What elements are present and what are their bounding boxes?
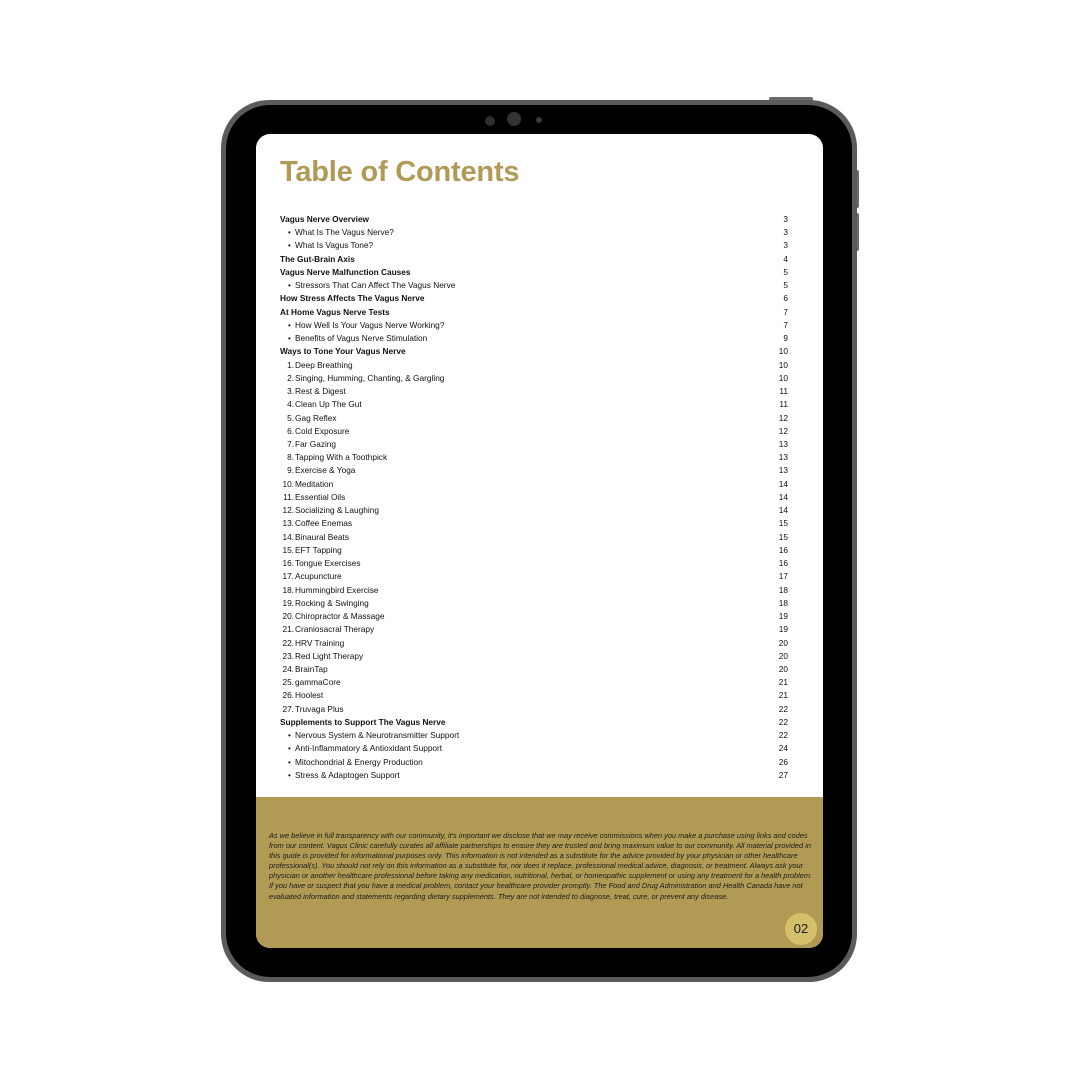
toc-subsection-title: Stress & Adaptogen Support: [295, 769, 400, 780]
toc-subsection-title: Rocking & Swinging: [295, 597, 369, 608]
toc-page-number: 19: [778, 611, 788, 622]
toc-entry[interactable]: [280, 253, 788, 266]
toc-entry-number: 20.: [282, 611, 294, 622]
toc-entry-number: 15.: [282, 544, 294, 555]
toc-page-number: 10: [778, 359, 788, 370]
toc-page-number: 16: [778, 558, 788, 569]
toc-subsection-title: gammaCore: [295, 677, 341, 688]
toc-entry[interactable]: [280, 742, 788, 755]
toc-entry[interactable]: [280, 385, 788, 398]
toc-page-number: 3: [783, 214, 788, 224]
toc-page-number: 22: [778, 730, 788, 741]
toc-page-number: 17: [778, 571, 788, 582]
toc-subsection-title: Hummingbird Exercise: [295, 584, 379, 595]
toc-page-number: 5: [783, 266, 788, 277]
camera-sensor-icon: [485, 116, 495, 126]
toc-entry[interactable]: [280, 292, 788, 305]
toc-subsection-title: Tongue Exercises: [295, 558, 361, 569]
toc-page-number: 22: [778, 703, 788, 714]
toc-page-number: 13: [778, 452, 788, 463]
toc-page-number: 14: [778, 505, 788, 516]
toc-subsection-title: Nervous System & Neurotransmitter Support: [295, 730, 460, 741]
toc-page-number: 9: [783, 333, 788, 344]
toc-entry-number: 11.: [283, 491, 294, 502]
toc-subsection-title: What Is The Vagus Nerve?: [295, 227, 394, 238]
toc-entry[interactable]: [280, 398, 788, 411]
bullet-icon: •: [288, 320, 291, 330]
toc-subsection-title: Mitochondrial & Energy Production: [295, 756, 423, 767]
bullet-icon: •: [288, 770, 291, 780]
toc-subsection-title: Cold Exposure: [295, 425, 350, 436]
toc-subsection-title: Clean Up The Gut: [295, 399, 362, 410]
camera-light-icon: [536, 117, 542, 123]
toc-entry-number: 6.: [287, 425, 294, 436]
toc-entry-number: 7.: [287, 438, 294, 449]
toc-entry[interactable]: [280, 239, 788, 252]
toc-entry-number: 12.: [282, 505, 294, 516]
toc-page-number: 12: [778, 412, 788, 423]
toc-page-number: 14: [778, 478, 788, 489]
toc-entry-number: 8.: [287, 452, 294, 463]
front-camera-icon: [507, 112, 521, 126]
toc-entry[interactable]: [280, 345, 788, 358]
toc-section-title: Supplements to Support The Vagus Nerve: [280, 716, 446, 727]
toc-entry-number: 27.: [282, 703, 294, 714]
toc-page-number: 19: [778, 624, 788, 635]
toc-entry[interactable]: [280, 425, 788, 438]
toc-page-number: 21: [778, 690, 788, 701]
toc-entry[interactable]: [280, 716, 788, 729]
toc-entry[interactable]: [280, 610, 788, 623]
toc-page-number: 14: [778, 491, 788, 502]
toc-entry[interactable]: [280, 306, 788, 319]
toc-entry-number: 10.: [282, 478, 294, 489]
toc-page-number: 10: [778, 372, 788, 383]
toc-page-number: 4: [783, 253, 788, 264]
document-page: [256, 134, 823, 948]
toc-subsection-title: Truvaga Plus: [295, 703, 344, 714]
toc-subsection-title: Stressors That Can Affect The Vagus Nerve: [295, 280, 456, 291]
toc-entry-number: 1.: [287, 359, 294, 370]
toc-entry-number: 2.: [287, 372, 294, 383]
toc-entry[interactable]: [280, 689, 788, 702]
bullet-icon: •: [288, 228, 291, 238]
toc-page-number: 7: [783, 319, 788, 330]
toc-page-number: 5: [783, 280, 788, 291]
toc-subsection-title: HRV Training: [295, 637, 345, 648]
toc-subsection-title: Hoolest: [295, 690, 324, 701]
toc-entry[interactable]: [280, 279, 788, 292]
toc-subsection-title: Meditation: [295, 478, 334, 489]
bullet-icon: •: [288, 281, 291, 291]
toc-entry[interactable]: [280, 597, 788, 610]
toc-subsection-title: Tapping With a Toothpick: [295, 452, 388, 463]
toc-page-number: 18: [778, 584, 788, 595]
toc-page-number: 6: [783, 293, 788, 304]
toc-entry-number: 5.: [287, 412, 294, 423]
disclaimer-footer: [256, 797, 823, 948]
toc-page-number: 11: [779, 399, 788, 410]
toc-entry-number: 26.: [282, 690, 294, 701]
toc-subsection-title: Socializing & Laughing: [295, 505, 379, 516]
toc-subsection-title: Essential Oils: [295, 491, 346, 502]
toc-entry[interactable]: [280, 226, 788, 239]
toc-entry-number: 13.: [282, 518, 294, 529]
toc-page-number: 13: [778, 465, 788, 476]
toc-entry[interactable]: [280, 319, 788, 332]
toc-entry-number: 19.: [282, 597, 294, 608]
toc-entry[interactable]: [280, 557, 788, 570]
bullet-icon: •: [288, 744, 291, 754]
toc-page-number: 20: [778, 650, 788, 661]
toc-entry[interactable]: [280, 703, 788, 716]
toc-page-number: 27: [778, 769, 788, 780]
table-of-contents: [280, 213, 788, 782]
toc-entry[interactable]: [280, 544, 788, 557]
toc-page-number: 20: [778, 637, 788, 648]
toc-section-title: Vagus Nerve Malfunction Causes: [280, 266, 411, 277]
toc-entry-number: 21.: [282, 624, 294, 635]
toc-entry[interactable]: [280, 332, 788, 345]
toc-entry[interactable]: [280, 769, 788, 782]
toc-entry[interactable]: [280, 266, 788, 279]
toc-subsection-title: Far Gazing: [295, 438, 337, 449]
disclaimer-text: As we believe in full transparency with our community, it's important we disclose that we may receive commissions when you make a purchase using links and codes from our content. Vagus Clinic carefully curates all affiliate partnerships to ensure they are trusted and bring maximum value to our community. All material provided in this guide is provided for informational purposes only. This information is not intended as a substitute for the advice provided by your physician or other healthcare professional(s). You should not rely on this information as a substitute for, nor does it replace, professional medical advice, diagnosis, or treatment. Always ask your physician or another healthcare professional before taking any medication, nutritional, herbal, or homeopathic supplement or using any treatment for a health problem. If you have or suspect that you have a medical problem, contact your healthcare provider promptly. The Food and Drug Administration and Health Canada have not evaluated information and statements regarding dietary supplements. They are not intended to diagnose, treat, cure, or prevent any disease.: [269, 831, 813, 901]
toc-entry-number: 25.: [282, 677, 294, 688]
toc-entry[interactable]: [280, 213, 788, 226]
toc-subsection-title: Singing, Humming, Chanting, & Gargling: [295, 372, 445, 383]
toc-page-number: 11: [779, 386, 788, 397]
toc-entry-number: 4.: [287, 399, 294, 410]
toc-subsection-title: Rest & Digest: [295, 386, 346, 397]
toc-entry[interactable]: [280, 491, 788, 504]
bullet-icon: •: [288, 241, 291, 251]
toc-entry[interactable]: [280, 504, 788, 517]
toc-subsection-title: Red Light Therapy: [295, 650, 364, 661]
toc-entry[interactable]: [280, 663, 788, 676]
toc-section-title: Vagus Nerve Overview: [280, 214, 370, 224]
toc-entry-number: 22.: [282, 637, 294, 648]
bullet-icon: •: [288, 731, 291, 741]
toc-entry[interactable]: [280, 359, 788, 372]
toc-entry[interactable]: [280, 570, 788, 583]
toc-entry-number: 9.: [287, 465, 294, 476]
toc-page-number: 12: [778, 425, 788, 436]
toc-entry[interactable]: [280, 478, 788, 491]
toc-subsection-title: Gag Reflex: [295, 412, 337, 423]
toc-entry-number: 3.: [287, 386, 294, 397]
toc-entry[interactable]: [280, 584, 788, 597]
toc-entry[interactable]: [280, 464, 788, 477]
toc-entry-number: 17.: [282, 571, 294, 582]
toc-page-number: 13: [778, 438, 788, 449]
toc-entry[interactable]: [280, 517, 788, 530]
toc-entry-number: 14.: [282, 531, 294, 542]
toc-entry[interactable]: [280, 637, 788, 650]
toc-section-title: The Gut-Brain Axis: [280, 253, 355, 264]
toc-subsection-title: Craniosacral Therapy: [295, 624, 375, 635]
toc-page-number: 15: [778, 531, 788, 542]
toc-subsection-title: Coffee Enemas: [295, 518, 353, 529]
toc-subsection-title: Chiropractor & Massage: [295, 611, 385, 622]
toc-entry[interactable]: [280, 676, 788, 689]
toc-page-number: 18: [778, 597, 788, 608]
toc-entry-number: 24.: [282, 663, 294, 674]
toc-page-number: 7: [783, 306, 788, 317]
toc-entry[interactable]: [280, 451, 788, 464]
toc-section-title: How Stress Affects The Vagus Nerve: [280, 293, 425, 304]
toc-page-number: 15: [778, 518, 788, 529]
toc-subsection-title: Acupuncture: [295, 571, 342, 582]
page-number-badge: 02: [785, 913, 817, 945]
bullet-icon: •: [288, 334, 291, 344]
toc-entry-number: 16.: [282, 558, 294, 569]
page-title: Table of Contents: [280, 156, 520, 188]
toc-page-number: 22: [778, 716, 788, 727]
toc-entry-number: 23.: [282, 650, 294, 661]
toc-page-number: 10: [778, 346, 788, 357]
toc-subsection-title: BrainTap: [295, 663, 328, 674]
toc-entry[interactable]: [280, 756, 788, 769]
toc-page-number: 26: [778, 756, 788, 767]
toc-section-title: Ways to Tone Your Vagus Nerve: [280, 346, 406, 357]
toc-subsection-title: Exercise & Yoga: [295, 465, 356, 476]
toc-entry[interactable]: [280, 372, 788, 385]
toc-page-number: 24: [778, 743, 788, 754]
toc-page-number: 3: [783, 227, 788, 238]
toc-entry[interactable]: [280, 412, 788, 425]
toc-section-title: At Home Vagus Nerve Tests: [280, 306, 390, 317]
toc-subsection-title: Binaural Beats: [295, 531, 349, 542]
toc-page-number: 16: [778, 544, 788, 555]
toc-entry[interactable]: [280, 729, 788, 742]
toc-page-number: 20: [778, 663, 788, 674]
toc-subsection-title: Deep Breathing: [295, 359, 353, 370]
toc-subsection-title: Benefits of Vagus Nerve Stimulation: [295, 333, 428, 344]
toc-page-number: 21: [778, 677, 788, 688]
toc-page-number: 3: [783, 240, 788, 251]
toc-entry[interactable]: [280, 438, 788, 451]
toc-subsection-title: How Well Is Your Vagus Nerve Working?: [295, 319, 445, 330]
toc-subsection-title: What Is Vagus Tone?: [295, 240, 374, 251]
toc-entry[interactable]: [280, 650, 788, 663]
toc-subsection-title: EFT Tapping: [295, 544, 342, 555]
toc-entry[interactable]: [280, 531, 788, 544]
toc-entry-number: 18.: [282, 584, 294, 595]
toc-entry[interactable]: [280, 623, 788, 636]
toc-subsection-title: Anti-Inflammatory & Antioxidant Support: [295, 743, 443, 754]
bullet-icon: •: [288, 757, 291, 767]
